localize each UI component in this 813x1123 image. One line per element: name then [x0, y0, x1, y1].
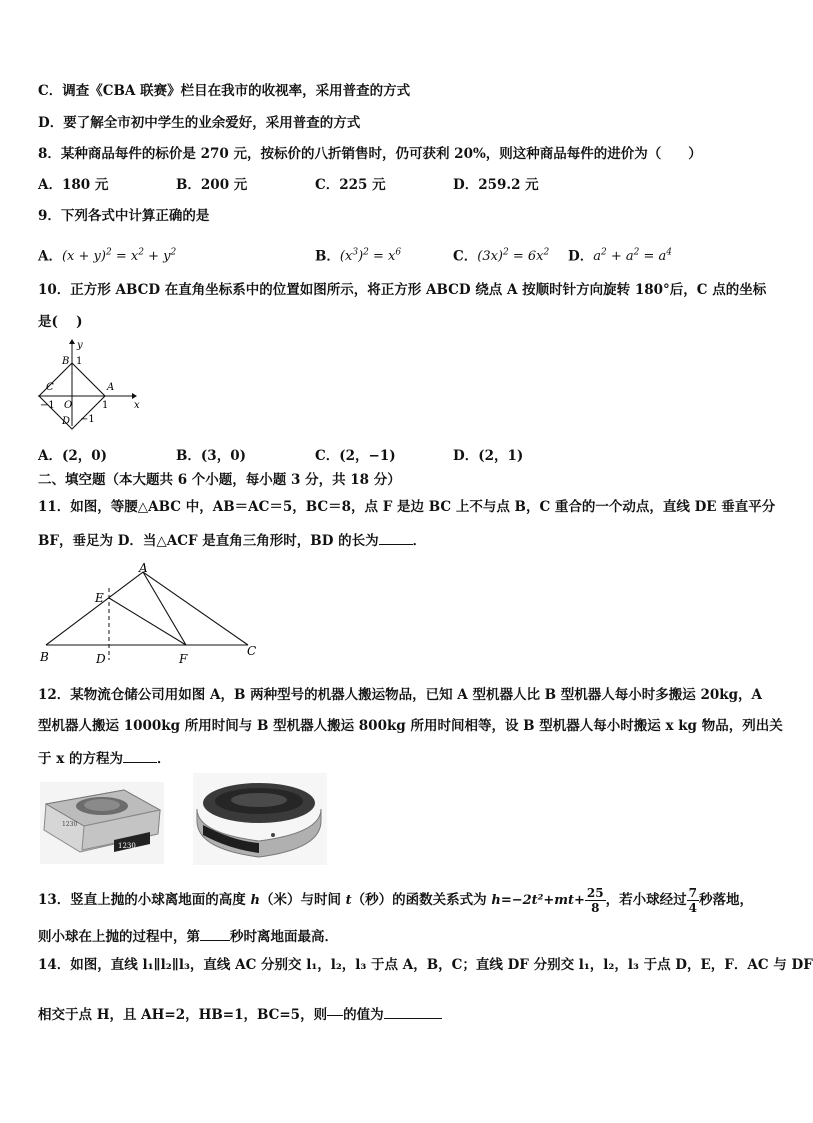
q9-option-a-formula: $(x + y)^2 = x^2 + y^2$ — [61, 248, 177, 265]
q10-stem-line2: 是( ) — [38, 314, 83, 330]
section-title-fill-in: 二、填空题（本大题共 6 个小题，每小题 3 分，共 18 分） — [38, 472, 401, 488]
frac1-num: 25 — [586, 886, 604, 900]
frac-box-num — [327, 1008, 343, 1016]
q13-text-a: 13．竖直上抛的小球离地面的高度 — [38, 892, 246, 908]
q8-option-a: A．180 元 — [38, 177, 109, 193]
label-a: A — [107, 382, 115, 393]
q10-figure — [36, 338, 138, 430]
q9-option-a — [38, 244, 176, 266]
segment-af — [143, 572, 186, 645]
q14-line2-b: 的值为 — [343, 1007, 384, 1023]
q13-text-b: ，若小球经过 — [605, 892, 687, 908]
frac2-num: 7 — [688, 886, 697, 900]
q9-option-c — [453, 244, 549, 266]
q13-text-c: 秒落地， — [698, 892, 753, 908]
q11-line2-end: ． — [412, 533, 427, 549]
q11-figure — [36, 560, 268, 668]
q14-line2 — [38, 1004, 442, 1024]
robot-a-image — [40, 782, 164, 864]
label-neg-one-y: −1 — [80, 414, 95, 425]
q11-line2 — [38, 530, 426, 550]
q12-line3-end: ． — [156, 751, 171, 767]
label-c: C — [247, 644, 257, 658]
q11-line2-text: BF，垂足为 D．当△ACF 是直角三角形时，BD 的长为 — [38, 533, 379, 549]
label-b: B — [62, 356, 70, 367]
label-d: D — [62, 416, 71, 427]
q12-line2: 型机器人搬运 1000kg 所用时间与 B 型机器人搬运 800kg 所用时间相等，设 B 型机器人每小时搬运 x kg 物品，列出关 — [38, 718, 783, 734]
q13-unit-t: （秒）的函数关系式为 — [351, 892, 487, 908]
robot-b-image — [193, 773, 327, 865]
q14-fraction-placeholder — [327, 1008, 343, 1023]
label-x: x — [134, 400, 140, 411]
q13-fraction-7-4 — [687, 886, 699, 915]
q8-option-c: C．225 元 — [315, 177, 386, 193]
q13-line2 — [38, 926, 338, 946]
q10-option-b: B．(3，0) — [176, 448, 246, 464]
q9-option-d-label: D． — [568, 248, 594, 265]
q14-line1: 14．如图，直线 l₁∥l₂∥l₃，直线 AC 分别交 l₁，l₂，l₃ 于点 A，B，C；直线 DF 分别交 l₁，l₂，l₃ 于点 D，E，F．AC 与 DF — [38, 957, 813, 973]
q9-stem: 9．下列各式中计算正确的是 — [38, 208, 210, 224]
q9-option-c-label: C． — [453, 248, 478, 265]
q8-stem: 8．某种商品每件的标价是 270 元，按标价的八折销售时，仍可获利 20%，则这种商品每件的进价为（ ） — [38, 146, 702, 162]
q12-answer-blank[interactable] — [123, 748, 157, 763]
label-e: E — [95, 591, 104, 605]
label-o: O — [64, 400, 73, 411]
q14-line2-a: 相交于点 H，且 AH=2，HB=1，BC=5，则 — [38, 1007, 328, 1023]
q9-option-d-formula: $a^2 + a^2 = a^4$ — [593, 248, 673, 265]
x-axis-arrow — [132, 393, 137, 399]
y-axis-arrow — [69, 339, 75, 344]
label-one-y: 1 — [76, 356, 83, 367]
robot-a-label: 1230 — [118, 842, 136, 850]
label-neg-one-x: −1 — [40, 400, 55, 411]
q11-line1: 11．如图，等腰△ABC 中，AB＝AC＝5，BC＝8，点 F 是边 BC 上不与点 B，C 重合的一个动点，直线 DE 垂直平分 — [38, 499, 776, 515]
q9-option-b-label: B． — [315, 248, 340, 265]
frac2-den: 4 — [688, 901, 697, 915]
q11-answer-blank[interactable] — [379, 530, 413, 545]
label-c: C — [46, 382, 54, 393]
q10-option-d: D．(2，1) — [453, 448, 524, 464]
q13-formula: h=−2t²+mt+ — [491, 893, 585, 908]
q9-option-b-formula: $(x^3)^2 = x^6$ — [339, 248, 402, 265]
frac-box-den — [327, 1016, 343, 1023]
q13-unit-h: （米）与时间 — [259, 892, 341, 908]
q10-stem-line1: 10．正方形 ABCD 在直角坐标系中的位置如图所示，将正方形 ABCD 绕点 A 按顺时针方向旋转 180°后，C 点的坐标 — [38, 282, 767, 298]
label-one-x: 1 — [102, 400, 109, 411]
segment-ef — [109, 598, 186, 645]
q13-line1 — [38, 886, 753, 915]
q9-option-b — [315, 244, 401, 266]
label-y: y — [77, 340, 83, 351]
q13-line2-b: 秒时离地面最高． — [230, 929, 338, 945]
q13-fraction-25-8 — [585, 886, 606, 915]
label-f: F — [179, 652, 188, 666]
q9-option-a-label: A． — [38, 248, 62, 265]
q8-option-d: D．259.2 元 — [453, 177, 539, 193]
q13-var-h: h — [250, 893, 260, 908]
q12-line3-text: 于 x 的方程为 — [38, 751, 123, 767]
q13-line2-a: 则小球在上抛的过程中，第 — [38, 929, 200, 945]
q9-option-c-formula: $(3x)^2 = 6x^2$ — [477, 248, 550, 265]
q10-option-c: C．(2，−1) — [315, 448, 396, 464]
q13-answer-blank[interactable] — [200, 926, 230, 941]
q7-option-d: D．要了解全市初中学生的业余爱好，采用普查的方式 — [38, 115, 361, 131]
q14-answer-blank[interactable] — [384, 1004, 442, 1019]
label-d: D — [96, 652, 106, 666]
triangle-sides — [46, 572, 248, 645]
label-b: B — [40, 650, 49, 664]
robot-a-side-label: 1230 — [62, 821, 78, 828]
q7-option-c: C．调查《CBA 联赛》栏目在我市的收视率，采用普查的方式 — [38, 83, 411, 99]
q9-option-d — [568, 244, 672, 266]
q8-option-b: B．200 元 — [176, 177, 248, 193]
label-a: A — [139, 561, 148, 575]
q13-var-t: t — [345, 893, 352, 908]
frac1-den: 8 — [591, 901, 600, 915]
q12-line3 — [38, 748, 170, 768]
q12-line1: 12．某物流仓储公司用如图 A，B 两种型号的机器人搬运物品，已知 A 型机器人比 B 型机器人每小时多搬运 20kg，A — [38, 687, 763, 703]
q10-option-a: A．(2，0) — [38, 448, 108, 464]
